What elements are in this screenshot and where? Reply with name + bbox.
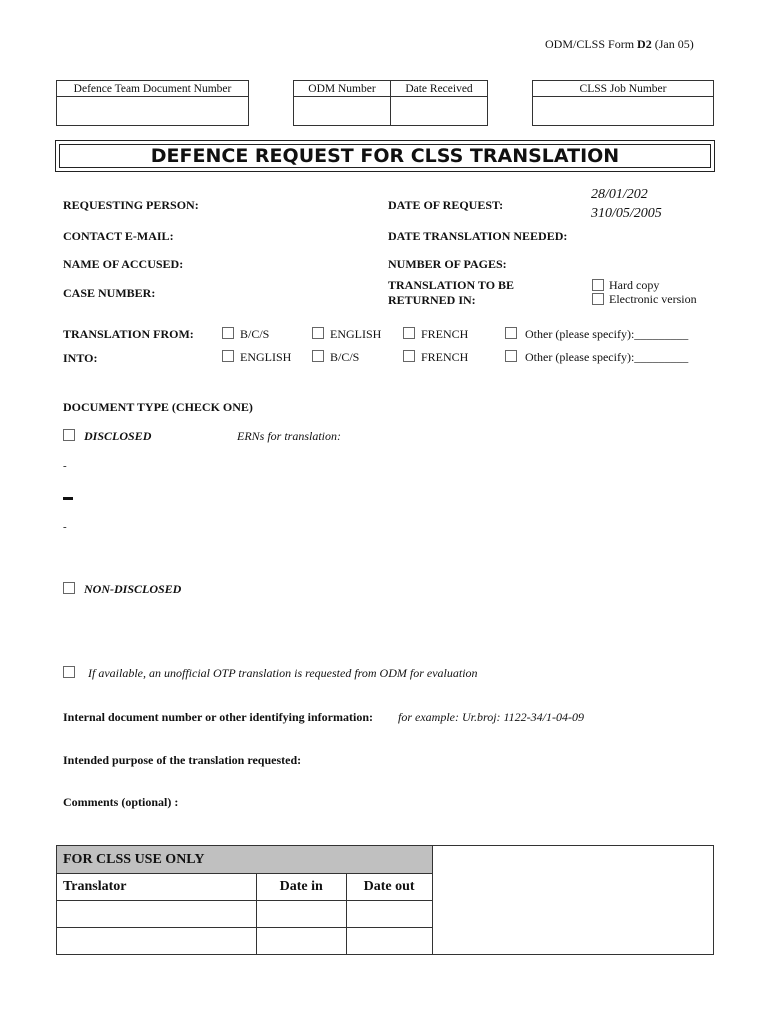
returned-in-label-2: RETURNED IN: <box>388 293 476 307</box>
otp-translation-note: If available, an unofficial OTP translation is requested from ODM for evaluation <box>88 666 478 680</box>
disclosed-checkbox[interactable] <box>63 429 75 441</box>
date-out-cell-1[interactable] <box>346 901 432 928</box>
defence-team-doc-number-label: Defence Team Document Number <box>56 80 249 97</box>
name-of-accused-label: NAME OF ACCUSED: <box>63 257 184 271</box>
hard-copy-label: Hard copy <box>609 278 660 292</box>
into-english-label: ENGLISH <box>240 350 292 364</box>
date-received-label: Date Received <box>390 80 488 97</box>
form-id-code: D2 <box>637 37 652 51</box>
from-french-checkbox[interactable] <box>403 327 415 339</box>
ern-dash-2: - <box>63 521 67 533</box>
document-type-label: DOCUMENT TYPE (CHECK ONE) <box>63 400 253 414</box>
defence-team-doc-number-field[interactable] <box>56 96 249 126</box>
from-bcs-label: B/C/S <box>240 327 270 341</box>
into-label: INTO: <box>63 351 98 365</box>
page-title: DEFENCE REQUEST FOR CLSS TRANSLATION <box>59 144 711 168</box>
clss-job-number-field[interactable] <box>532 96 714 126</box>
translator-cell-2[interactable] <box>57 928 257 955</box>
into-french-label: FRENCH <box>421 350 469 364</box>
into-english-checkbox[interactable] <box>222 350 234 362</box>
from-english-checkbox[interactable] <box>312 327 324 339</box>
form-id-date: (Jan 05) <box>654 37 694 51</box>
date-out-cell-2[interactable] <box>346 928 432 955</box>
date-in-header: Date in <box>256 874 346 901</box>
internal-doc-example: for example: Ur.broj: 1122-34/1-04-09 <box>398 710 584 724</box>
clss-job-number-label: CLSS Job Number <box>532 80 714 97</box>
ern-bar <box>63 497 73 500</box>
non-disclosed-label: NON-DISCLOSED <box>84 582 182 596</box>
disclosed-label: DISCLOSED <box>84 429 152 443</box>
title-frame <box>55 140 715 172</box>
number-of-pages-label: NUMBER OF PAGES: <box>388 257 507 271</box>
into-bcs-label: B/C/S <box>330 350 360 364</box>
internal-doc-label: Internal document number or other identifying information: <box>63 710 374 724</box>
purpose-label: Intended purpose of the translation requested: <box>63 753 302 767</box>
date-translation-needed-label: DATE TRANSLATION NEEDED: <box>388 229 568 243</box>
clss-use-table <box>56 845 714 955</box>
date-out-header: Date out <box>346 874 432 901</box>
clss-notes-cell[interactable] <box>432 846 713 955</box>
translator-cell-1[interactable] <box>57 901 257 928</box>
into-other-label: Other (please specify):_________ <box>525 350 689 364</box>
returned-in-label-1: TRANSLATION TO BE <box>388 278 515 292</box>
into-bcs-checkbox[interactable] <box>312 350 324 362</box>
otp-translation-checkbox[interactable] <box>63 666 75 678</box>
from-other-checkbox[interactable] <box>505 327 517 339</box>
date-received-field[interactable] <box>390 96 488 126</box>
translator-header: Translator <box>57 874 257 901</box>
hard-copy-checkbox[interactable] <box>592 279 604 291</box>
erns-label: ERNs for translation: <box>237 429 342 443</box>
from-bcs-checkbox[interactable] <box>222 327 234 339</box>
clss-use-heading: FOR CLSS USE ONLY <box>57 846 433 874</box>
comments-label: Comments (optional) : <box>63 795 179 809</box>
electronic-version-label: Electronic version <box>609 292 697 306</box>
contact-email-label: CONTACT E-MAIL: <box>63 229 174 243</box>
into-french-checkbox[interactable] <box>403 350 415 362</box>
translation-from-label: TRANSLATION FROM: <box>63 327 194 341</box>
from-french-label: FRENCH <box>421 327 469 341</box>
form-id <box>545 37 694 52</box>
form-id-prefix: ODM/CLSS Form <box>545 37 635 51</box>
from-other-label: Other (please specify):_________ <box>525 327 689 341</box>
from-english-label: ENGLISH <box>330 327 382 341</box>
date-in-cell-2[interactable] <box>256 928 346 955</box>
odm-number-label: ODM Number <box>293 80 391 97</box>
case-number-label: CASE NUMBER: <box>63 286 156 300</box>
into-other-checkbox[interactable] <box>505 350 517 362</box>
non-disclosed-checkbox[interactable] <box>63 582 75 594</box>
odm-number-field[interactable] <box>293 96 391 126</box>
electronic-version-checkbox[interactable] <box>592 293 604 305</box>
date-of-request-value-2[interactable]: 310/05/2005 <box>591 206 662 221</box>
date-in-cell-1[interactable] <box>256 901 346 928</box>
requesting-person-label: REQUESTING PERSON: <box>63 198 199 212</box>
date-of-request-value-1[interactable]: 28/01/202 <box>591 187 648 202</box>
date-of-request-label: DATE OF REQUEST: <box>388 198 504 212</box>
ern-dash-1: - <box>63 460 67 472</box>
